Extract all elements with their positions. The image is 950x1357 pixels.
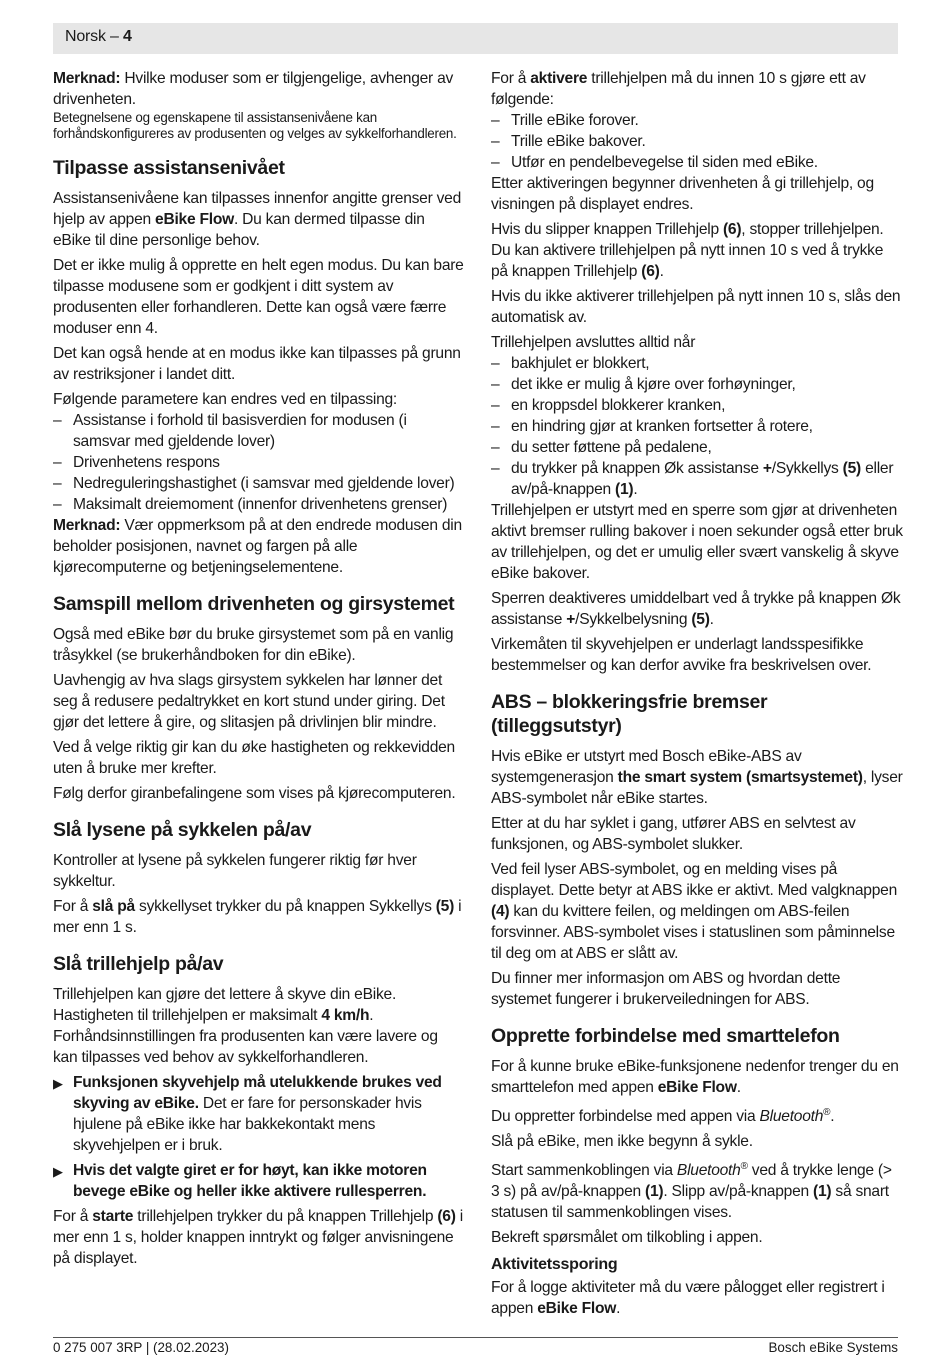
heading-aktivitet: Aktivitetssporing [491, 1256, 618, 1274]
paragraph: Det kan også hende at en modus ikke kan tilpasses på grunn av restriksjoner i landet ditt. [53, 345, 461, 383]
paragraph: Slå på eBike, men ikke begynn å sykle. [491, 1133, 753, 1151]
paragraph: For å aktivere trillehjelpen må du innen 10 s gjøre ett av følgende: [491, 70, 866, 108]
paragraph: Virkemåten til skyvehjelpen er underlagt landsspesifikke bestemmelser og kan derfor avvike fra beskrivelsen over. [491, 636, 872, 674]
left-column [53, 68, 465, 1273]
activation-list [491, 110, 903, 173]
triangle-bullet-icon: ▶ [53, 1164, 63, 1179]
note-paragraph [53, 68, 465, 110]
list-item: – Assistanse i forhold til basisverdien for modusen (i samsvar med gjeldende lover) [53, 410, 465, 452]
triangle-bullet-icon: ▶ [53, 1076, 63, 1091]
paragraph: Ved å velge riktig gir kan du øke hastigheten og rekkevidden uten å bruke mer krefter. [53, 739, 455, 777]
small-print: Betegnelsene og egenskapene til assistansenivåene kan forhåndskonfigureres av produsenten og velges av sykkelforhandleren. [53, 110, 457, 141]
paragraph: Ved feil lyser ABS-symbolet, og en melding vises på displayet. Dette betyr at ABS ikke er aktivt. Med valgknappen (4) kan du kvittere feilen, og meldingen om ABS-feilen forsvinner. ABS-symbolet vises i statuslinen som påminnelse til deg om at ABS er slått av. [491, 861, 898, 962]
paragraph: Også med eBike bør du bruke girsystemet som på en vanlig tråsykkel (se brukerhåndboken for din eBike). [53, 626, 454, 664]
list-item: – Drivenhetens respons [53, 452, 465, 473]
paragraph: Etter aktiveringen begynner drivenheten å gi trillehjelp, og visningen på displayet endres. [491, 175, 874, 213]
list-item: – du trykker på knappen Øk assistanse +/Sykkellys (5) eller av/på-knappen (1). [491, 458, 903, 500]
paragraph: For å kunne bruke eBike-funksjonene nedenfor trenger du en smarttelefon med appen eBike Flow. [491, 1058, 899, 1096]
paragraph: Hvis du slipper knappen Trillehjelp (6), stopper trillehjelpen. Du kan aktivere trillehjelpen på nytt innen 10 s ved å trykke på knappen Trillehjelp (6). [491, 221, 884, 280]
paragraph: Du finner mer informasjon om ABS og hvordan dette systemet fungerer i brukerveiledningen for ABS. [491, 970, 841, 1008]
warning-item: ▶ Funksjonen skyvehjelp må utelukkende brukes ved skyving av eBike. Det er fare for personskader hvis hjulene på eBike ikke har bakkekontakt mens skyvehjelpen er i bruk. [53, 1074, 442, 1154]
paragraph: Bekreft spørsmålet om tilkobling i appen. [491, 1229, 763, 1247]
paragraph: Trillehjelpen er utstyrt med en sperre som gjør at drivenheten aktivt bremser rulling bakover i noen sekunder også etter bruk av trillehjelpen, og det er umulig eller svært vanskelig å skyve eBike bakover. [491, 502, 903, 582]
paragraph: Kontroller at lysene på sykkelen fungerer riktig før hver sykkeltur. [53, 852, 417, 890]
list-item: – det ikke er mulig å kjøre over forhøyninger, [491, 374, 903, 395]
paragraph: For å slå på sykkellyset trykker du på knappen Sykkellys (5) i mer enn 1 s. [53, 898, 462, 936]
parameter-list [53, 410, 465, 515]
heading-tilpasse: Tilpasse assistansenivået [53, 157, 285, 179]
header-language: Norsk [65, 28, 106, 45]
list-item: – Utfør en pendelbevegelse til siden med eBike. [491, 152, 903, 173]
heading-samspill: Samspill mellom drivenheten og girsystemet [53, 593, 455, 615]
list-item: – Trille eBike bakover. [491, 131, 903, 152]
page-number: 4 [123, 28, 132, 45]
heading-phone: Opprette forbindelse med smarttelefon [491, 1025, 840, 1047]
list-item: – Trille eBike forover. [491, 110, 903, 131]
paragraph: Følg derfor giranbefalingene som vises på kjørecomputeren. [53, 785, 456, 802]
list-item: – Maksimalt dreiemoment (innenfor drivenhetens grenser) [53, 494, 465, 515]
right-column [491, 68, 903, 1323]
note-label: Merknad: [53, 70, 121, 87]
paragraph: Assistansenivåene kan tilpasses innenfor angitte grenser ved hjelp av appen eBike Flow. Du kan dermed tilpasse din eBike til dine personlige behov. [53, 190, 462, 249]
paragraph: Hvis eBike er utstyrt med Bosch eBike-ABS av systemgenerasjon the smart system (smartsystemet), lyser ABS-symbolet når eBike startes. [491, 748, 903, 807]
list-item: – du setter føttene på pedalene, [491, 437, 903, 458]
header-separator: – [110, 28, 119, 45]
heading-abs: ABS – blokkeringsfrie bremser (tilleggsutstyr) [491, 691, 768, 737]
termination-list [491, 353, 903, 500]
page-header [53, 23, 898, 54]
note-text: Hvilke moduser som er tilgjengelige, avhenger av drivenheten. [53, 70, 454, 108]
paragraph: For å logge aktiviteter må du være pålogget eller registrert i appen eBike Flow. [491, 1279, 885, 1318]
paragraph: Sperren deaktiveres umiddelbart ved å trykke på knappen Øk assistanse +/Sykkelbelysning (5). [491, 590, 901, 628]
paragraph: Trillehjelpen kan gjøre det lettere å skyve din eBike. Hastigheten til trillehjelpen er maksimalt 4 km/h. Forhåndsinnstillingen fra produsenten kan være lavere og kan tilpasses ved behov av sykkelforhandleren. [53, 986, 438, 1066]
paragraph: Etter at du har syklet i gang, utfører ABS en selvtest av funksjonen, og ABS-symbolet slukker. [491, 815, 856, 853]
footer-doc-id: 0 275 007 3RP | (28.02.2023) [53, 1340, 229, 1355]
footer-rule [53, 1337, 898, 1338]
note-paragraph: Merknad: Vær oppmerksom på at den endrede modusen din beholder posisjonen, navnet og fargen på alle kjørecomputerne og betjeningselementene. [53, 517, 462, 576]
paragraph: Start sammenkoblingen via Bluetooth® ved å trykke lenge (> 3 s) på av/på-knappen (1). Slipp av/på-knappen (1) så snart statusen til sammenkoblingen vises. [491, 1161, 892, 1222]
list-item: – en kroppsdel blokkerer kranken, [491, 395, 903, 416]
paragraph: Hvis du ikke aktiverer trillehjelpen på nytt innen 10 s, slås den automatisk av. [491, 288, 901, 326]
paragraph: Uavhengig av hva slags girsystem sykkelen har lønner det seg å redusere pedaltrykket en kort stund under giring. Det gjør det lettere å gire, og slitasjen på drivlinjen blir mindre. [53, 672, 445, 731]
paragraph: Trillehjelpen avsluttes alltid når [491, 334, 696, 351]
list-item: – Nedreguleringshastighet (i samsvar med gjeldende lover) [53, 473, 465, 494]
heading-trille: Slå trillehjelp på/av [53, 953, 224, 975]
heading-lys: Slå lysene på sykkelen på/av [53, 819, 312, 841]
paragraph: Du oppretter forbindelse med appen via Bluetooth®. [491, 1107, 835, 1126]
list-item: – en hindring gjør at kranken fortsetter å rotere, [491, 416, 903, 437]
paragraph: Følgende parametere kan endres ved en tilpassing: [53, 391, 398, 408]
paragraph: For å starte trillehjelpen trykker du på knappen Trillehjelp (6) i mer enn 1 s, holder knappen inntrykt og følger anvisningene på displayet. [53, 1208, 463, 1267]
list-item: – bakhjulet er blokkert, [491, 353, 903, 374]
paragraph: Det er ikke mulig å opprette en helt egen modus. Du kan bare tilpasse modusene som er godkjent i ditt system av produsenten eller forhandleren. Dette kan også være færre moduser enn 4. [53, 257, 464, 337]
footer-brand: Bosch eBike Systems [768, 1340, 898, 1355]
header-text [65, 28, 132, 46]
warning-item: ▶ Hvis det valgte giret er for høyt, kan ikke motoren bevege eBike og heller ikke aktivere rullesperren. [53, 1162, 427, 1200]
